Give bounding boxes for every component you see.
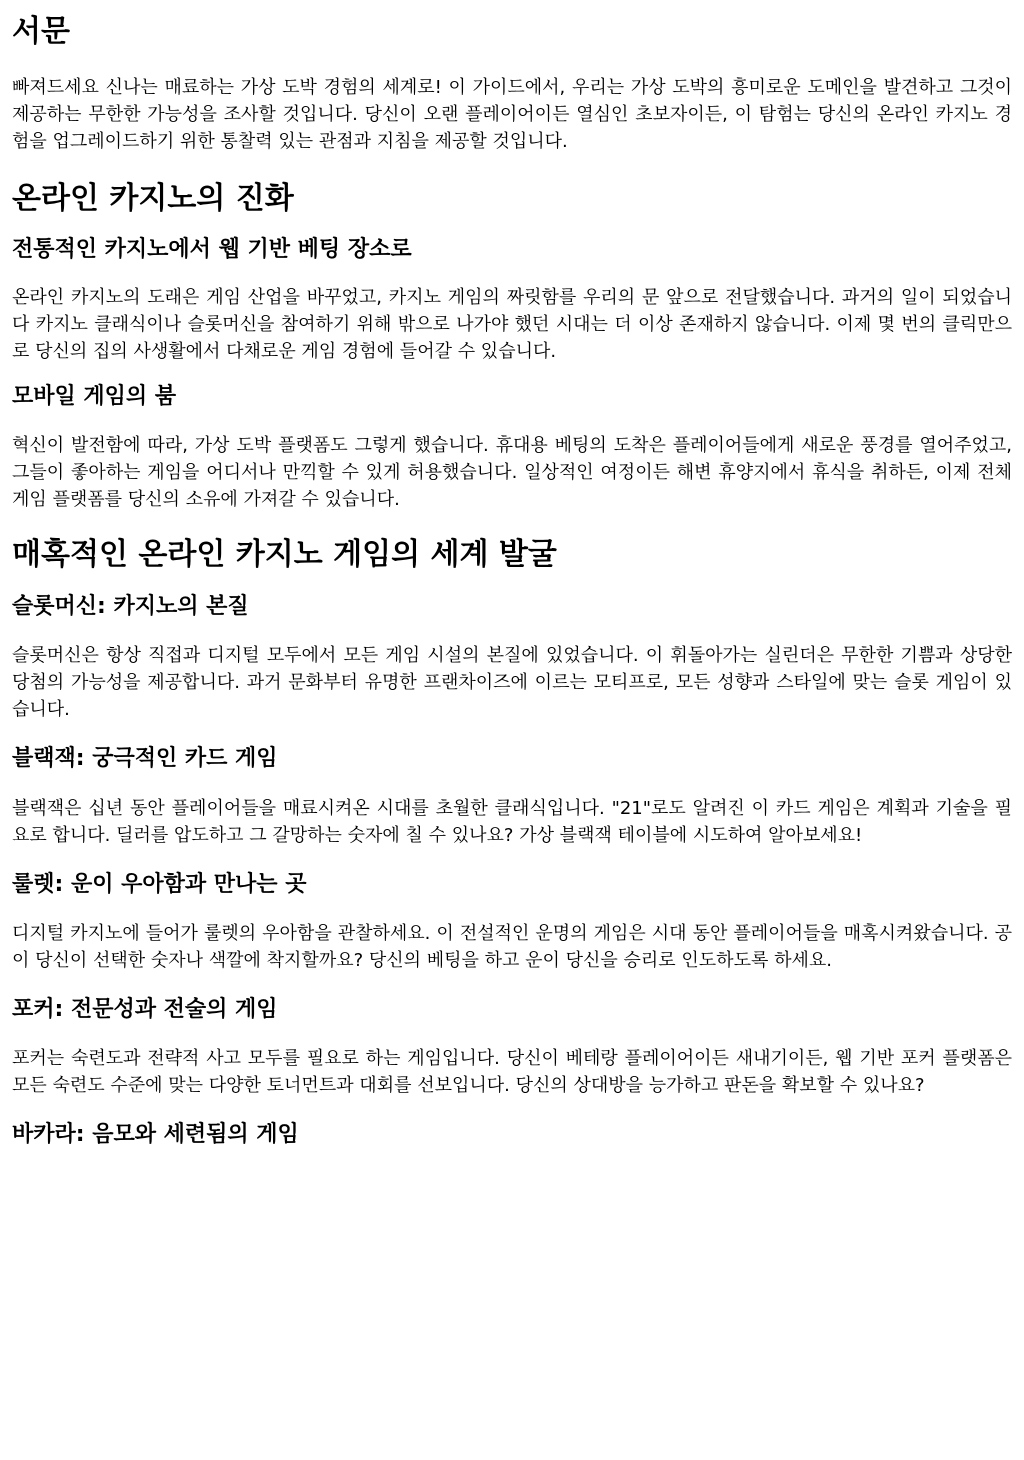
games-heading: 매혹적인 온라인 카지노 게임의 세계 발굴 <box>12 537 557 572</box>
mobile-paragraph: 혁신이 발전함에 따라, 가상 도박 플랫폼도 그렇게 했습니다. 휴대용 베팅의 도착은 플레이어들에게 새로운 풍경를 열어주었고, 그들이 좋아하는 게임을 어디서나 만끽할 수 있게 허용했습니다. 일상적인 여정이든 해변 휴양지에서 휴식을 취하든, 이제 전체 게임 플랫폼를 당신의 소유에 가져갈 수 있습니다. <box>12 435 1012 510</box>
blackjack-paragraph: 블랙잭은 십년 동안 플레이어들을 매료시켜온 시대를 초월한 클래식입니다. "21"로도 알려진 이 카드 게임은 계획과 기술을 필요로 합니다. 딜러를 압도하고 그 갈망하는 숫자에 칠 수 있나요? 가상 블랙잭 테이블에 시도하여 알아보세요! <box>12 798 1012 846</box>
slots-subheading: 슬롯머신: 카지노의 본질 <box>12 594 249 619</box>
poker-paragraph: 포커는 숙련도과 전략적 사고 모두를 필요로 하는 게임입니다. 당신이 베테랑 플레이어이든 새내기이든, 웹 기반 포커 플랫폼은 모든 숙련도 수준에 맞는 다양한 토너먼트과 대회를 선보입니다. 당신의 상대방을 능가하고 판돈을 확보할 수 있나요? <box>12 1048 1012 1096</box>
intro-paragraph: 빠져드세요 신나는 매료하는 가상 도박 경험의 세계로! 이 가이드에서, 우리는 가상 도박의 흥미로운 도메인을 발견하고 그것이 제공하는 무한한 가능성을 조사할 것입니다. 당신이 오랜 플레이어이든 열심인 초보자이든, 이 탐험는 당신의 온라인 카지노 경험을 업그레이드하기 위한 통찰력 있는 관점과 지침을 제공할 것입니다. <box>12 77 1012 152</box>
blackjack-subheading: 블랙잭: 궁극적인 카드 게임 <box>12 746 278 771</box>
article <box>0 12 1024 1150</box>
roulette-paragraph: 디지털 카지노에 들어가 룰렛의 우아함을 관찰하세요. 이 전설적인 운명의 게임은 시대 동안 플레이어들을 매혹시켜왔습니다. 공이 당신이 선택한 숫자나 색깔에 착지할까요? 당신의 베팅을 하고 운이 당신을 승리로 인도하도록 하세요. <box>12 923 1012 971</box>
baccarat-subheading: 바카라: 음모와 세련됨의 게임 <box>12 1122 299 1147</box>
traditional-subheading: 전통적인 카지노에서 웹 기반 베팅 장소로 <box>12 237 412 262</box>
mobile-subheading: 모바일 게임의 붐 <box>12 384 177 409</box>
traditional-paragraph: 온라인 카지노의 도래은 게임 산업을 바꾸었고, 카지노 게임의 짜릿함를 우리의 문 앞으로 전달했습니다. 과거의 일이 되었습니다 카지노 클래식이나 슬롯머신을 참여하기 위해 밖으로 나가야 했던 시대는 더 이상 존재하지 않습니다. 이제 몇 번의 클릭만으로 당신의 집의 사생활에서 다채로운 게임 경험에 들어갈 수 있습니다. <box>12 287 1012 362</box>
evolution-heading: 온라인 카지노의 진화 <box>12 181 294 216</box>
intro-heading: 서문 <box>12 14 70 49</box>
roulette-subheading: 룰렛: 운이 우아함과 만나는 곳 <box>12 872 307 897</box>
poker-subheading: 포커: 전문성과 전술의 게임 <box>12 997 278 1022</box>
slots-paragraph: 슬롯머신은 항상 직접과 디지털 모두에서 모든 게임 시설의 본질에 있었습니다. 이 휘돌아가는 실린더은 무한한 기쁨과 상당한 당첨의 가능성을 제공합니다. 과거 문화부터 유명한 프랜차이즈에 이르는 모티프로, 모든 성향과 스타일에 맞는 슬롯 게임이 있습니다. <box>12 645 1012 720</box>
